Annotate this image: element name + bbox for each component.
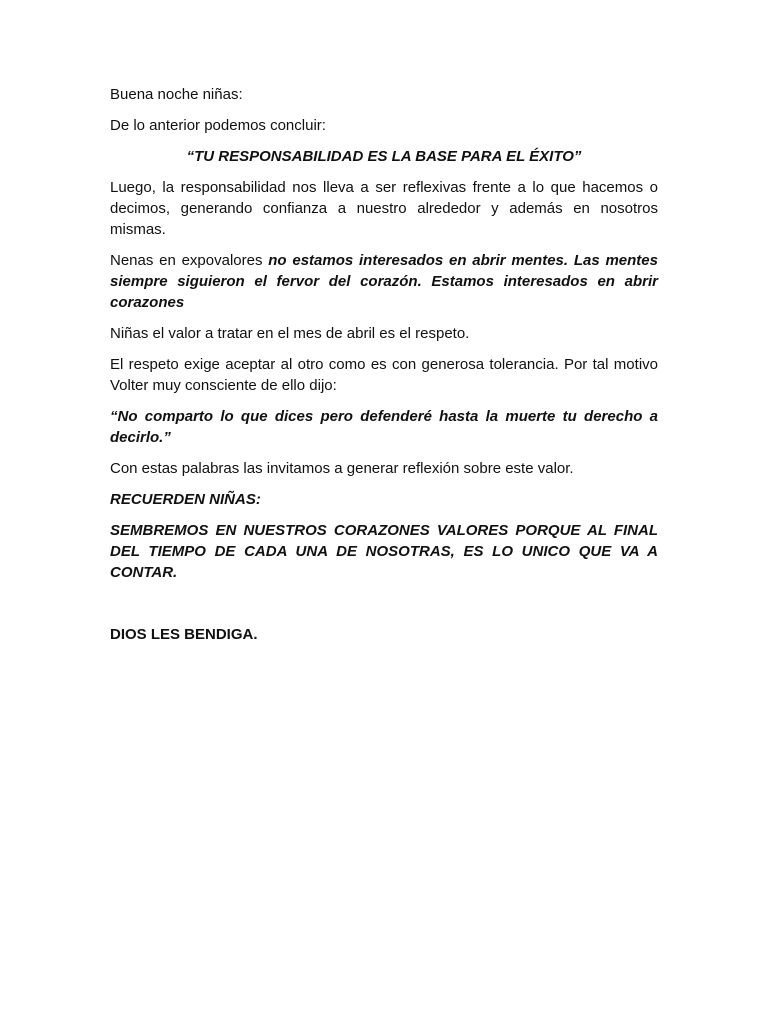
invitation-paragraph: Con estas palabras las invitamos a generar reflexión sobre este valor. — [110, 460, 574, 477]
voltaire-quote: “No comparto lo que dices pero defenderé hasta la muerte tu derecho a decirlo.” — [110, 408, 658, 446]
expovalores-paragraph — [110, 250, 658, 313]
responsibility-paragraph: Luego, la responsabilidad nos lleva a ser reflexivas frente a lo que hacemos o decimos, generando confianza a nuestro alrededor y además en nosotros mismas. — [110, 179, 658, 238]
remember-heading: RECUERDEN NIÑAS: — [110, 491, 261, 508]
expovalores-emphasis-text: no estamos interesados en abrir mentes. Las mentes siempre siguieron el fervor del corazón. Estamos interesados en abrir corazones — [110, 252, 658, 311]
intro-line: De lo anterior podemos concluir: — [110, 117, 326, 134]
greeting-line: Buena noche niñas: — [110, 86, 243, 103]
value-month-paragraph: Niñas el valor a tratar en el mes de abril es el respeto. — [110, 325, 470, 342]
closing-statement: SEMBREMOS EN NUESTROS CORAZONES VALORES PORQUE AL FINAL DEL TIEMPO DE CADA UNA DE NOSOTRAS, ES LO UNICO QUE VA A CONTAR. — [110, 522, 658, 581]
blank-space — [110, 593, 658, 624]
expovalores-lead-text: Nenas en expovalores — [110, 252, 269, 269]
motto-heading: “TU RESPONSABILIDAD ES LA BASE PARA EL ÉXITO” — [186, 148, 582, 165]
respect-paragraph: El respeto exige aceptar al otro como es con generosa tolerancia. Por tal motivo Volter muy consciente de ello dijo: — [110, 356, 658, 394]
blessing-line: DIOS LES BENDIGA. — [110, 626, 258, 643]
document-body — [110, 84, 658, 655]
